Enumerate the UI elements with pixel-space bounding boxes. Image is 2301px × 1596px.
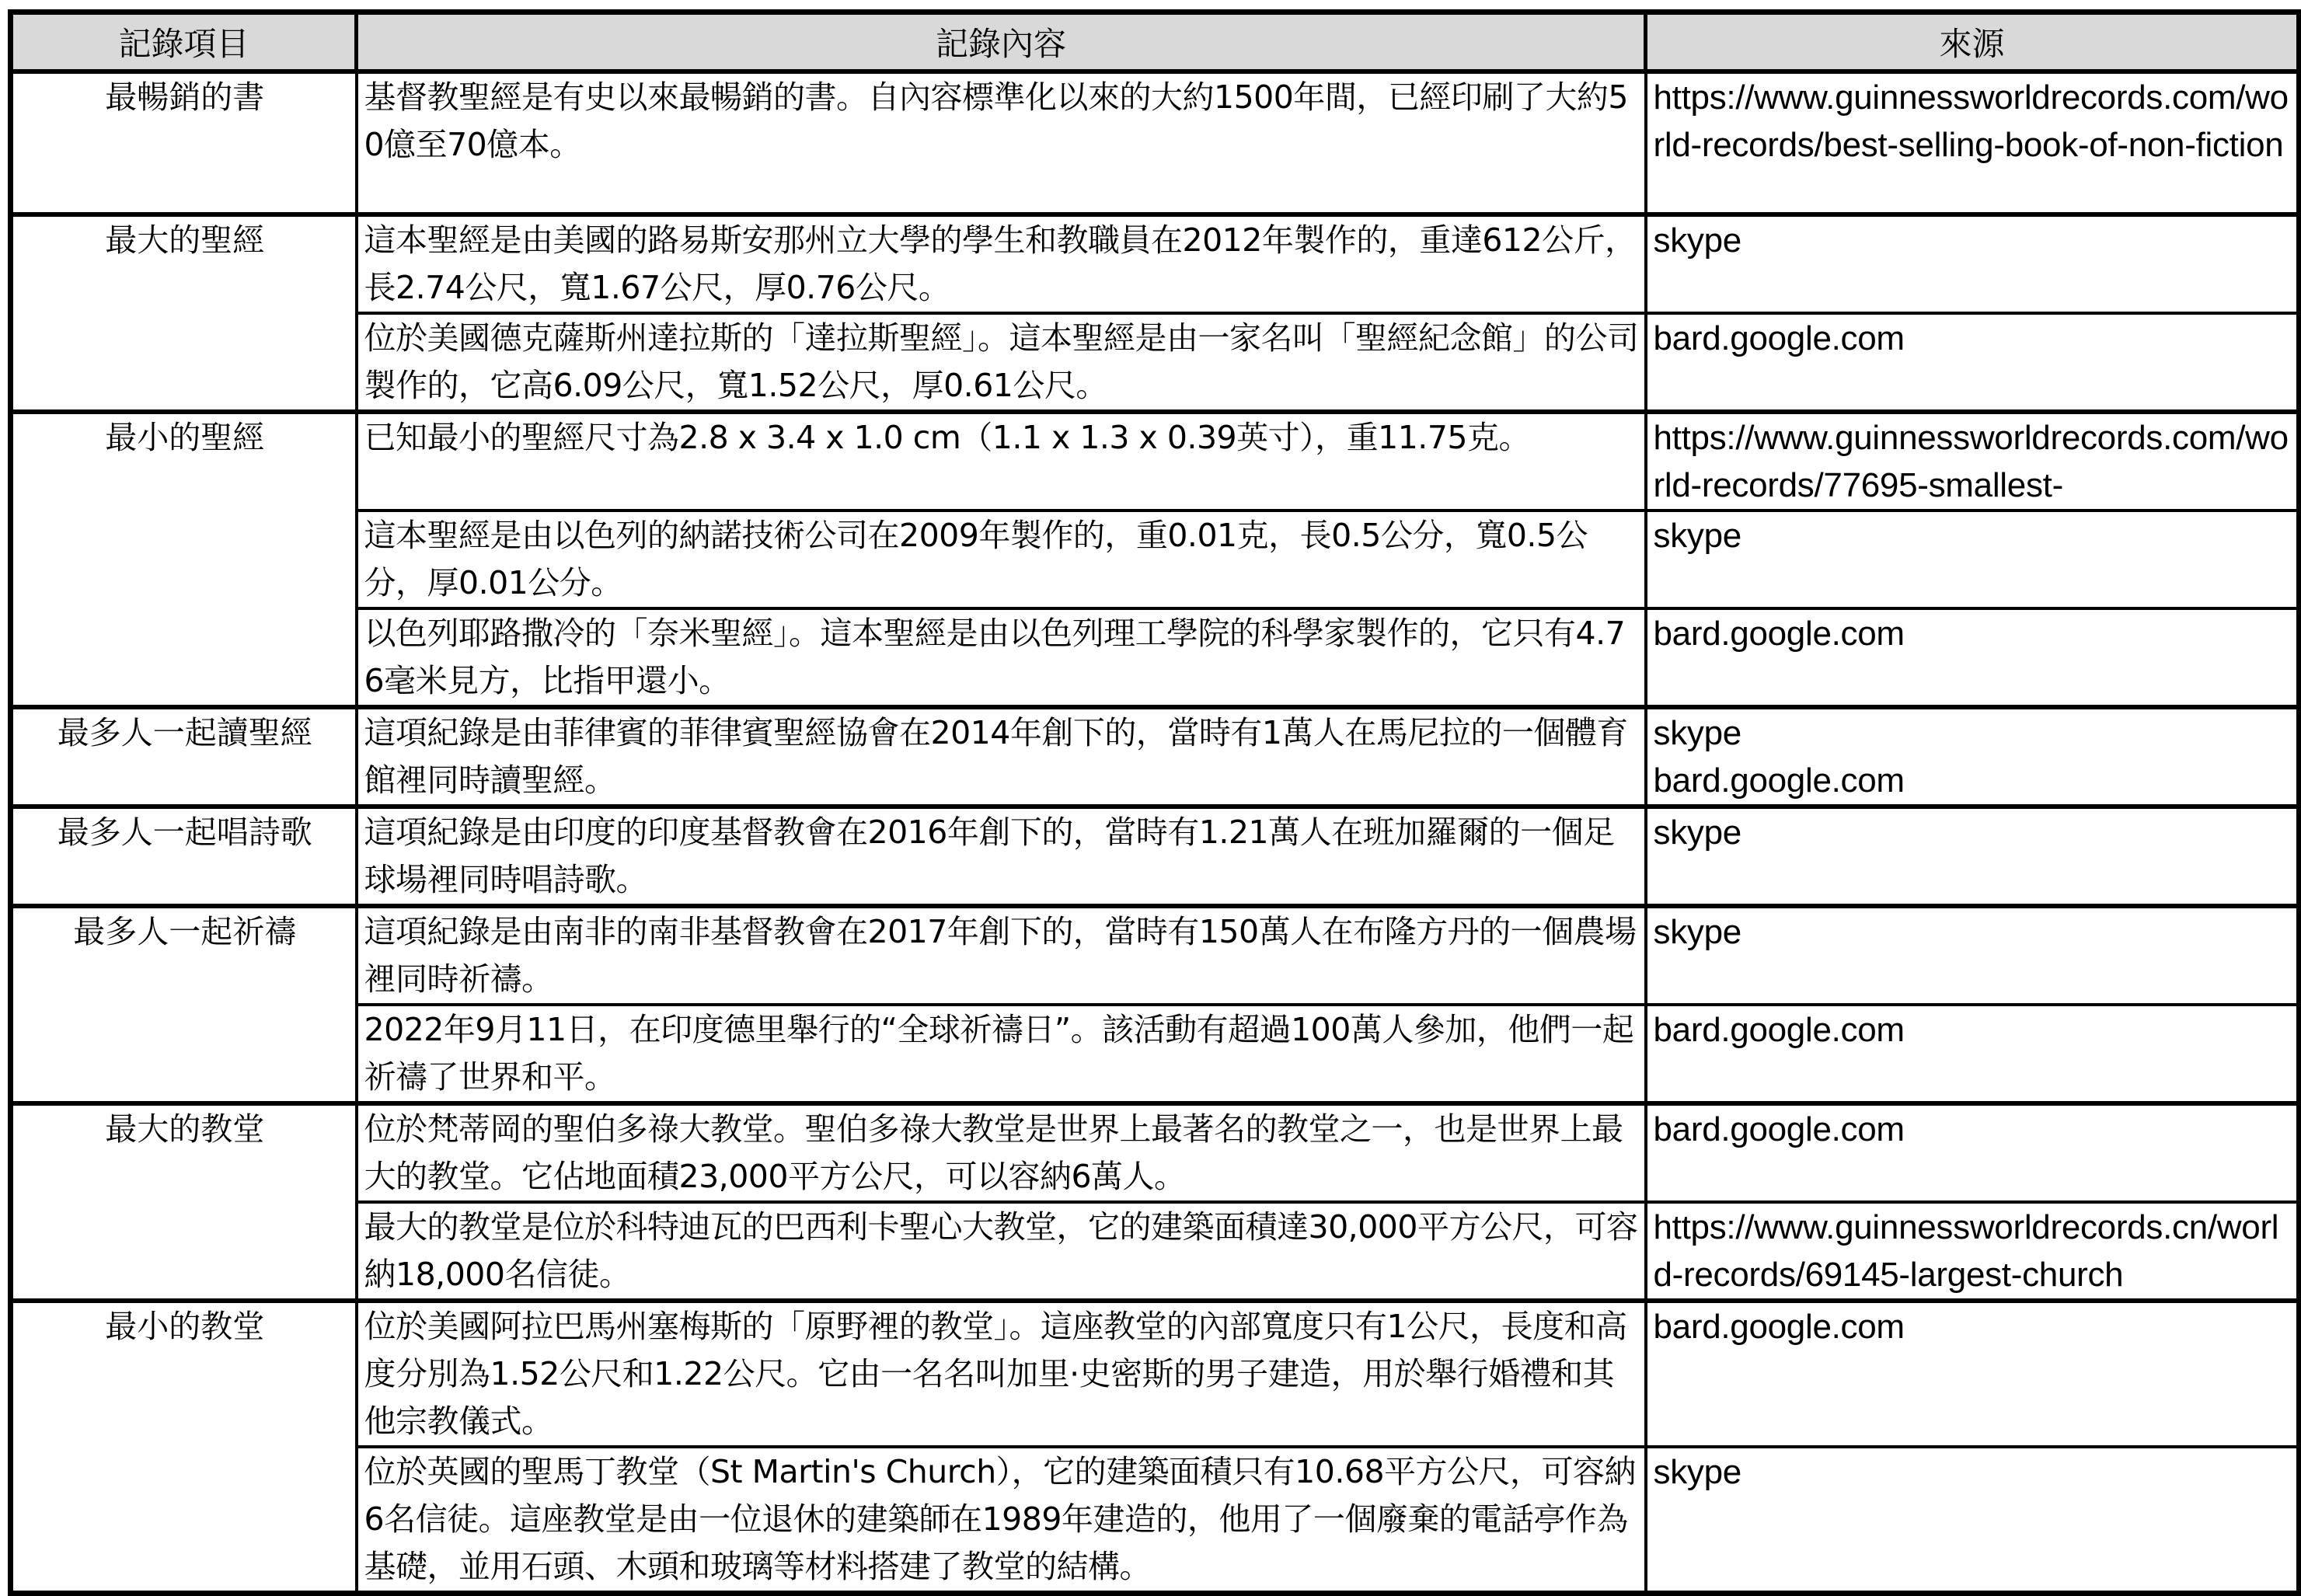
record-source-cell bbox=[1646, 1005, 2299, 1103]
record-item-cell: 最暢銷的書 bbox=[11, 71, 357, 214]
record-item-cell: 最多人一起唱詩歌 bbox=[11, 807, 357, 906]
source-link: skype bbox=[1653, 1453, 1741, 1491]
table-row bbox=[11, 1301, 2299, 1447]
record-content-cell: 以色列耶路撒冷的「奈米聖經」。這本聖經是由以色列理工學院的科學家製作的，它只有4.76毫米見方，比指甲還小。 bbox=[357, 608, 1646, 707]
record-source-cell bbox=[1646, 1447, 2299, 1594]
record-content-cell: 這本聖經是由美國的路易斯安那州立大學的學生和教職員在2012年製作的，重達612公斤，長2.74公尺，寬1.67公尺，厚0.76公尺。 bbox=[357, 214, 1646, 313]
header-content: 記錄內容 bbox=[357, 12, 1646, 72]
table-row bbox=[11, 707, 2299, 807]
record-source-cell bbox=[1646, 313, 2299, 412]
record-source-cell bbox=[1646, 807, 2299, 906]
record-content-cell: 已知最小的聖經尺寸為2.8 x 3.4 x 1.0 cm（1.1 x 1.3 x 0.39英寸），重11.75克。 bbox=[357, 412, 1646, 511]
record-content-cell: 這本聖經是由以色列的納諾技術公司在2009年製作的，重0.01克，長0.5公分，寬0.5公分，厚0.01公分。 bbox=[357, 511, 1646, 608]
record-item-cell: 最多人一起祈禱 bbox=[11, 906, 357, 1103]
record-source-cell bbox=[1646, 214, 2299, 313]
source-link: https://www.guinnessworldrecords.com/world-records/best-selling-book-of-non-fiction bbox=[1653, 78, 2289, 164]
record-item-cell: 最大的教堂 bbox=[11, 1103, 357, 1301]
header-source: 來源 bbox=[1646, 12, 2299, 72]
record-source-cell bbox=[1646, 71, 2299, 214]
record-content-cell: 位於美國德克薩斯州達拉斯的「達拉斯聖經」。這本聖經是由一家名叫「聖經紀念館」的公司製作的，它高6.09公尺，寬1.52公尺，厚0.61公尺。 bbox=[357, 313, 1646, 412]
record-content-cell: 位於美國阿拉巴馬州塞梅斯的「原野裡的教堂」。這座教堂的內部寬度只有1公尺，長度和高度分別為1.52公尺和1.22公尺。它由一名名叫加里·史密斯的男子建造，用於舉行婚禮和其他宗教儀式。 bbox=[357, 1301, 1646, 1447]
header-item: 記錄項目 bbox=[11, 12, 357, 72]
record-source-cell bbox=[1646, 906, 2299, 1005]
record-source-cell bbox=[1646, 1202, 2299, 1301]
record-content-cell: 位於英國的聖馬丁教堂（St Martin's Church），它的建築面積只有10.68平方公尺，可容納6名信徒。這座教堂是由一位退休的建築師在1989年建造的，他用了一個廢棄的電話亭作為基礎，並用石頭、木頭和玻璃等材料搭建了教堂的結構。 bbox=[357, 1447, 1646, 1594]
record-content-cell: 2022年9月11日，在印度德里舉行的“全球祈禱日”。該活動有超過100萬人參加，他們一起祈禱了世界和平。 bbox=[357, 1005, 1646, 1103]
source-link: skype bbox=[1653, 814, 1741, 852]
record-content-cell: 這項紀錄是由南非的南非基督教會在2017年創下的，當時有150萬人在布隆方丹的一個農場裡同時祈禱。 bbox=[357, 906, 1646, 1005]
record-content-cell: 這項紀錄是由印度的印度基督教會在2016年創下的，當時有1.21萬人在班加羅爾的一個足球場裡同時唱詩歌。 bbox=[357, 807, 1646, 906]
source-link: bard.google.com bbox=[1653, 615, 1905, 653]
source-link: skype bbox=[1653, 221, 1741, 260]
record-source-cell bbox=[1646, 707, 2299, 807]
record-item-cell: 最大的聖經 bbox=[11, 214, 357, 412]
table-row bbox=[11, 906, 2299, 1005]
header-row bbox=[11, 12, 2299, 72]
source-link: bard.google.com bbox=[1653, 1308, 1905, 1346]
source-link: skype bbox=[1653, 517, 1741, 555]
record-source-cell bbox=[1646, 608, 2299, 707]
record-content-cell: 這項紀錄是由菲律賓的菲律賓聖經協會在2014年創下的，當時有1萬人在馬尼拉的一個體育館裡同時讀聖經。 bbox=[357, 707, 1646, 807]
record-source-cell bbox=[1646, 511, 2299, 608]
source-link: bard.google.com bbox=[1653, 1011, 1905, 1049]
source-link: bard.google.com bbox=[1653, 761, 1905, 800]
table-row bbox=[11, 1103, 2299, 1202]
record-source-cell bbox=[1646, 1103, 2299, 1202]
record-content-cell: 位於梵蒂岡的聖伯多祿大教堂。聖伯多祿大教堂是世界上最著名的教堂之一，也是世界上最大的教堂。它佔地面積23,000平方公尺，可以容納6萬人。 bbox=[357, 1103, 1646, 1202]
source-link: skype bbox=[1653, 913, 1741, 951]
source-link: https://www.guinnessworldrecords.cn/world-records/69145-largest-church bbox=[1653, 1208, 2279, 1294]
record-item-cell: 最多人一起讀聖經 bbox=[11, 707, 357, 807]
source-link: https://www.guinnessworldrecords.com/world-records/77695-smallest- bbox=[1653, 419, 2289, 504]
table-row bbox=[11, 214, 2299, 313]
record-content-cell: 最大的教堂是位於科特迪瓦的巴西利卡聖心大教堂，它的建築面積達30,000平方公尺，可容納18,000名信徒。 bbox=[357, 1202, 1646, 1301]
table-row bbox=[11, 807, 2299, 906]
source-link: bard.google.com bbox=[1653, 1110, 1905, 1148]
table-row bbox=[11, 71, 2299, 214]
record-source-cell bbox=[1646, 1301, 2299, 1447]
source-link: skype bbox=[1653, 714, 1741, 752]
record-content-cell: 基督教聖經是有史以來最暢銷的書。自內容標準化以來的大約1500年間，已經印刷了大約50億至70億本。 bbox=[357, 71, 1646, 214]
record-item-cell: 最小的教堂 bbox=[11, 1301, 357, 1594]
table-row bbox=[11, 412, 2299, 511]
records-body bbox=[11, 71, 2299, 1594]
records-table bbox=[8, 9, 2301, 1596]
source-link: bard.google.com bbox=[1653, 319, 1905, 357]
record-item-cell: 最小的聖經 bbox=[11, 412, 357, 707]
record-source-cell bbox=[1646, 412, 2299, 511]
